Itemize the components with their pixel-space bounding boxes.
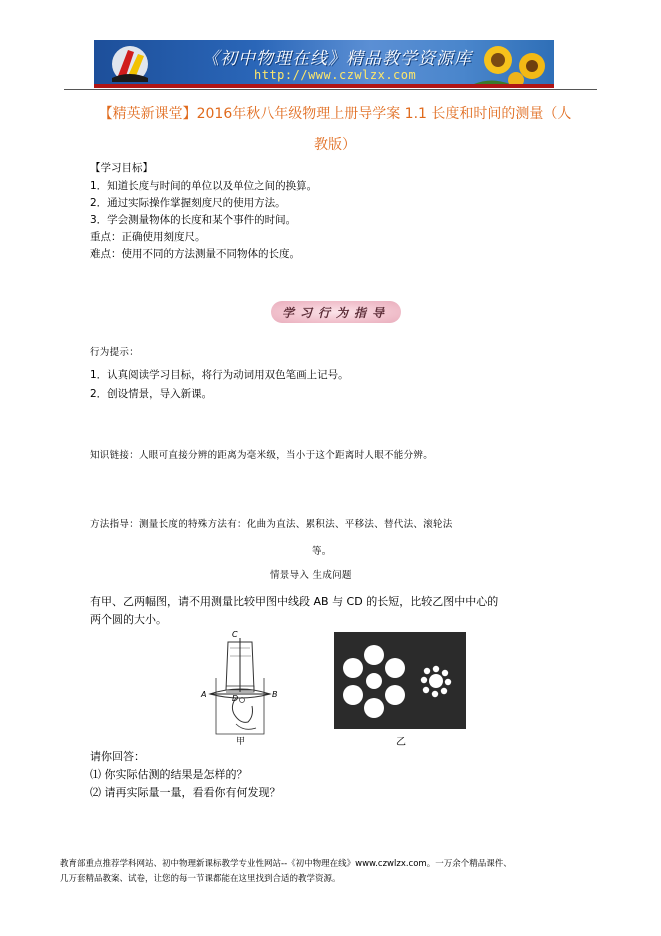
- scenario-heading: 情景导入 生成问题: [270, 570, 352, 581]
- question-line-2: 两个圆的大小。: [90, 613, 167, 626]
- method-guide-line-1: 方法指导：测量长度的特殊方法有：化曲为直法、累积法、平移法、替代法、滚轮法: [90, 519, 453, 530]
- behavior-heading: 行为提示：: [90, 347, 140, 358]
- label-a: A: [201, 690, 207, 699]
- sunflower-image: [474, 40, 554, 86]
- header-banner: [94, 40, 554, 88]
- objective-item: 1．知道长度与时间的单位以及单位之间的换算。: [90, 180, 318, 192]
- section-banner: 学习行为指导: [271, 301, 401, 323]
- figure-yi-caption: 乙: [396, 737, 407, 748]
- title-line-1: 【精英新课堂】2016年秋八年级物理上册导学案 1.1 长度和时间的测量（人: [98, 106, 572, 122]
- knowledge-link: 知识链接：人眼可直接分辨的距离为毫米级，当小于这个距离时人眼不能分辨。: [90, 450, 434, 461]
- header-divider: [64, 89, 597, 90]
- figure-yi: [334, 632, 466, 729]
- logo-icon: [98, 42, 198, 86]
- difficulty-point: 难点：使用不同的方法测量不同物体的长度。: [90, 248, 300, 260]
- figure-jia-caption: 甲: [236, 737, 246, 747]
- method-guide-line-2: 等。: [312, 546, 332, 557]
- banner-title: 《初中物理在线》精品教学资源库: [202, 49, 472, 69]
- figure-jia: [196, 628, 286, 746]
- behavior-item: 2．创设情景，导入新课。: [90, 388, 213, 400]
- footer-line-2: 几万套精品教案、试卷，让您的每一节课都能在这里找到合适的教学资源。: [60, 874, 341, 884]
- behavior-item: 1．认真阅读学习目标，将行为动词用双色笔画上记号。: [90, 369, 349, 381]
- question-1: ⑴ 你实际估测的结果是怎样的？: [90, 768, 248, 781]
- banner-underline: [94, 84, 554, 88]
- label-d: D: [232, 694, 239, 703]
- document-title: [80, 99, 590, 161]
- objectives-heading: 【学习目标】: [90, 162, 153, 174]
- question-line-1: 有甲、乙两幅图，请不用测量比较甲图中线段 AB 与 CD 的长短，比较乙图中中心的: [90, 595, 499, 608]
- banner-url[interactable]: http://www.czwlzx.com: [254, 68, 417, 82]
- question-2: ⑵ 请再实际量一量，看看你有何发现？: [90, 786, 281, 799]
- label-c: C: [232, 630, 238, 639]
- title-line-2: 教版）: [314, 137, 356, 153]
- objective-item: 2．通过实际操作掌握刻度尺的使用方法。: [90, 197, 286, 209]
- footer: [60, 857, 620, 887]
- answer-prompt: 请你回答：: [90, 750, 145, 763]
- label-b: B: [272, 690, 278, 699]
- key-point: 重点：正确使用刻度尺。: [90, 231, 206, 243]
- objective-item: 3．学会测量物体的长度和某个事件的时间。: [90, 214, 297, 226]
- footer-line-1: 教育部重点推荐学科网站、初中物理新课标教学专业性网站--《初中物理在线》www.czwlzx.com。一万余个精品课件、: [60, 859, 512, 869]
